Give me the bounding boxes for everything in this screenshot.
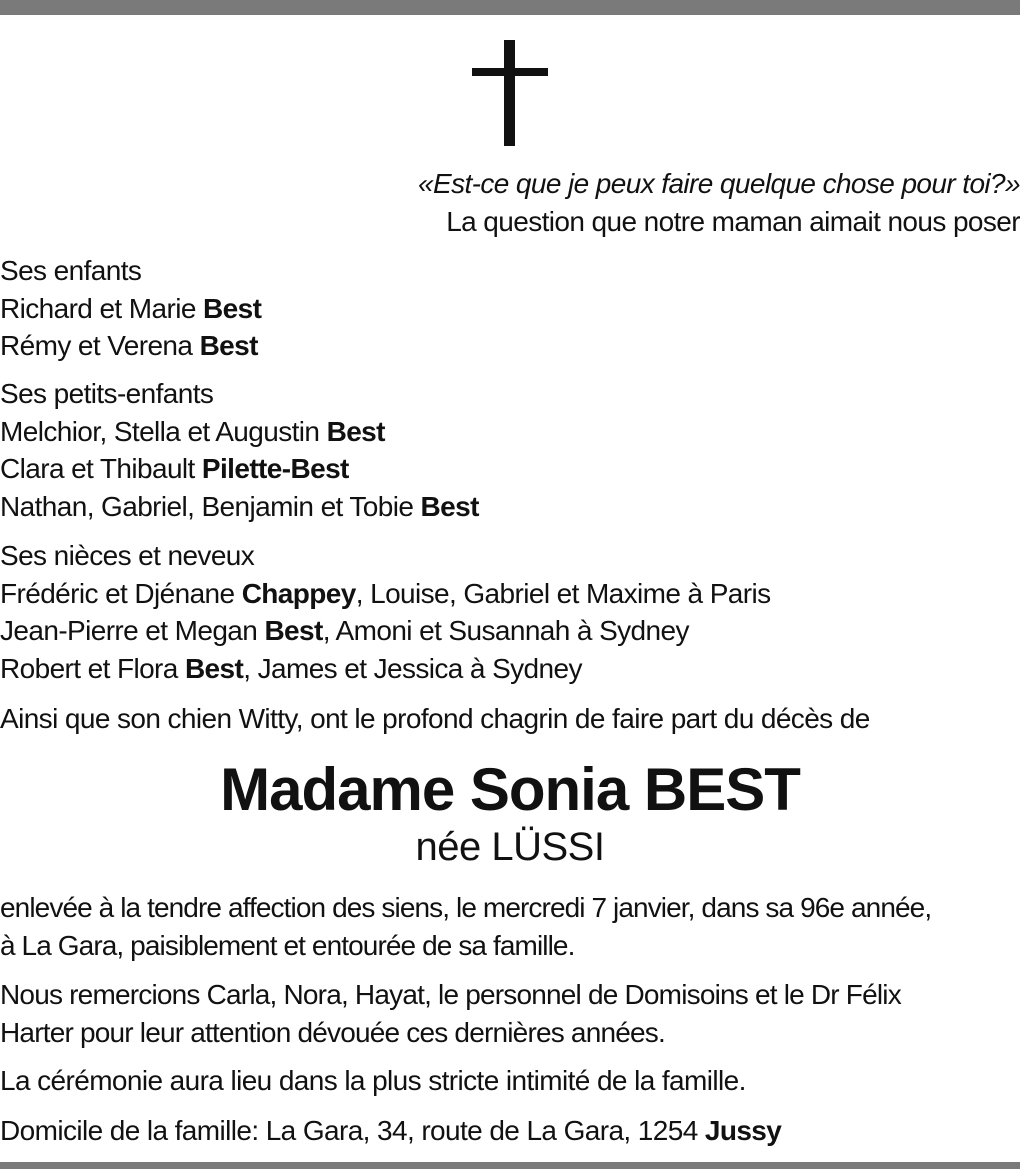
grandchildren-heading: Ses petits-enfants <box>0 378 214 409</box>
family-line <box>0 413 479 451</box>
domicile-line <box>0 1112 781 1150</box>
details-line: à La Gara, paisiblement et entourée de sa famille. <box>0 929 575 961</box>
domicile-city: Jussy <box>704 1115 782 1146</box>
top-rule <box>0 0 1020 15</box>
family-surname: Pilette-Best <box>201 453 349 484</box>
family-names: Jean-Pierre et Megan <box>0 615 265 646</box>
family-line <box>0 488 479 526</box>
details-line: enlevée à la tendre affection des siens, le mercredi 7 janvier, dans sa 96e année, <box>0 892 932 923</box>
nieces-nephews-section <box>0 537 771 687</box>
announcement-text: Ainsi que son chien Witty, ont le profond chagrin de faire part du décès de <box>0 703 870 734</box>
family-names: Nathan, Gabriel, Benjamin et Tobie <box>0 490 421 522</box>
epigraph <box>418 165 1020 241</box>
family-line <box>0 650 771 688</box>
bottom-rule <box>0 1162 1020 1169</box>
family-suffix: , James et Jessica à Sydney <box>243 652 582 684</box>
family-surname: Best <box>203 292 262 324</box>
ceremony-paragraph <box>0 1062 746 1100</box>
family-surname: Best <box>184 652 244 684</box>
family-line <box>0 450 479 488</box>
death-details <box>0 889 931 964</box>
family-names: Rémy et Verena <box>0 330 200 361</box>
family-names: Robert et Flora <box>0 652 185 684</box>
family-surname: Chappey <box>241 577 356 609</box>
family-names: Melchior, Stella et Augustin <box>0 415 327 447</box>
domicile-text: Domicile de la famille: La Gara, 34, route de La Gara, 1254 <box>0 1115 705 1146</box>
children-section <box>0 252 261 365</box>
family-names: Richard et Marie <box>0 292 203 324</box>
family-suffix: , Amoni et Susannah à Sydney <box>322 615 689 646</box>
domicile-paragraph <box>0 1112 781 1150</box>
thanks-line: Harter pour leur attention dévouée ces dernières années. <box>0 1016 665 1048</box>
family-surname: Best <box>264 615 323 646</box>
thanks-line: Nous remercions Carla, Nora, Hayat, le personnel de Domisoins et le Dr Félix <box>0 979 901 1010</box>
family-surname: Best <box>326 415 385 447</box>
deceased-name: Madame Sonia BEST <box>220 756 800 823</box>
cross-icon <box>470 40 550 146</box>
deceased-block <box>0 756 1020 870</box>
family-names: Clara et Thibault <box>0 453 202 484</box>
thanks-paragraph <box>0 976 901 1051</box>
nieces-nephews-heading: Ses nièces et neveux <box>0 540 255 571</box>
children-heading: Ses enfants <box>0 255 142 286</box>
family-line <box>0 575 771 613</box>
family-surname: Best <box>420 490 479 522</box>
epigraph-quote: «Est-ce que je peux faire quelque chose pour toi?» <box>418 168 1020 199</box>
family-suffix: , Louise, Gabriel et Maxime à Paris <box>355 577 771 609</box>
family-line <box>0 327 261 365</box>
ceremony-text: La cérémonie aura lieu dans la plus stricte intimité de la famille. <box>0 1065 746 1096</box>
maiden-name: née LÜSSI <box>415 825 605 869</box>
family-line <box>0 290 261 328</box>
announcement <box>0 700 870 738</box>
grandchildren-section <box>0 375 479 525</box>
family-surname: Best <box>199 330 258 361</box>
epigraph-caption: La question que notre maman aimait nous poser <box>446 206 1020 237</box>
family-names: Frédéric et Djénane <box>0 577 242 609</box>
family-line <box>0 612 771 650</box>
